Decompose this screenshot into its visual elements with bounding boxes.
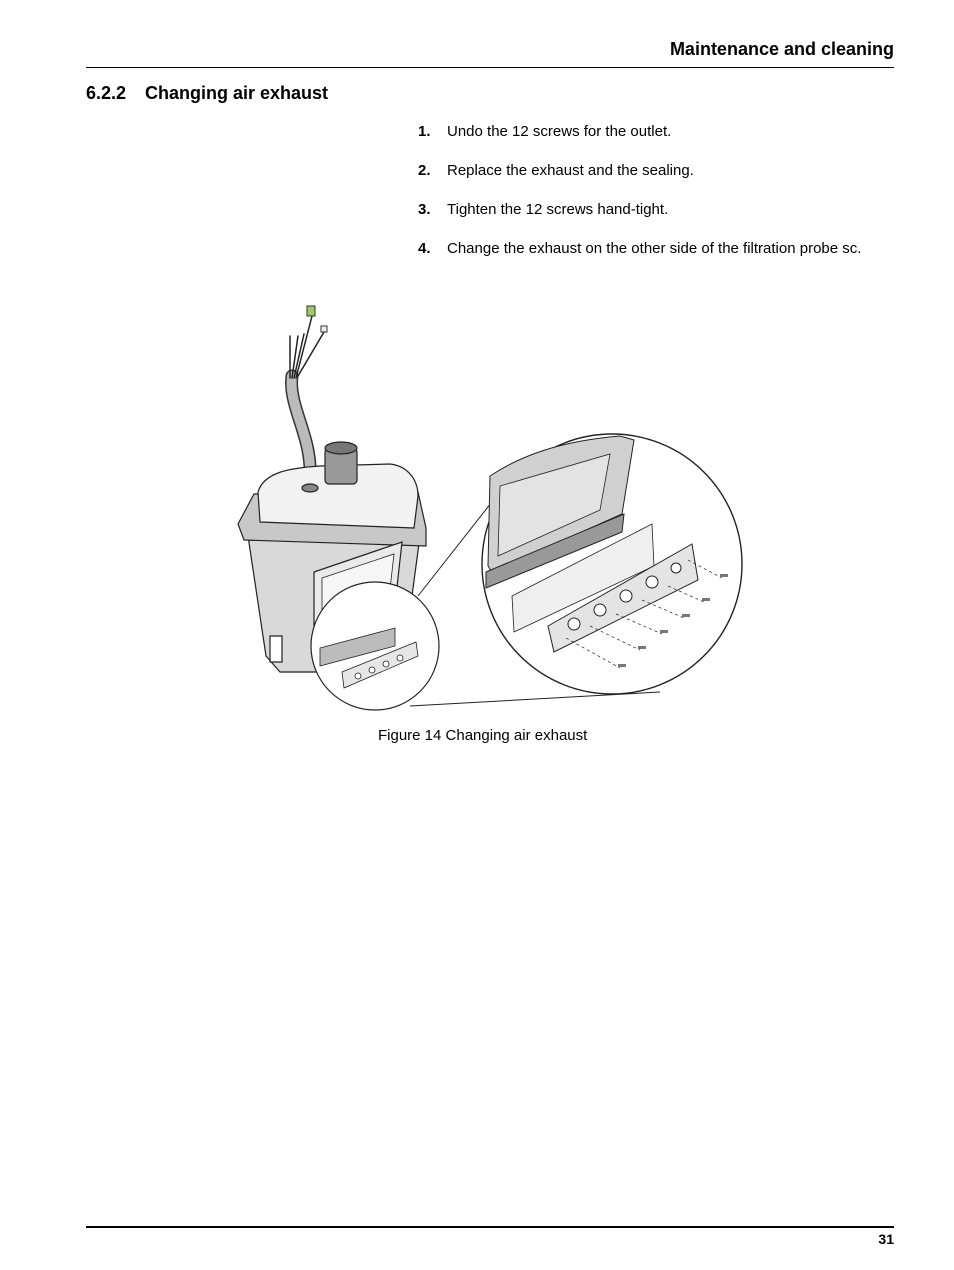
exhaust-illustration bbox=[230, 296, 750, 716]
section-number: 6.2.2 bbox=[86, 83, 127, 103]
procedure-steps bbox=[418, 122, 898, 278]
step-number: 3. bbox=[418, 201, 431, 218]
step-number: 1. bbox=[418, 123, 431, 140]
step-item bbox=[418, 161, 898, 200]
footer-divider bbox=[86, 1226, 894, 1228]
step-number: 4. bbox=[418, 240, 431, 257]
page-header-title: Maintenance and cleaning bbox=[669, 39, 894, 59]
step-text: Replace the exhaust and the sealing. bbox=[447, 162, 694, 179]
step-item bbox=[418, 239, 898, 278]
page-number: 31 bbox=[878, 1231, 894, 1247]
step-text: Tighten the 12 screws hand-tight. bbox=[447, 201, 669, 218]
step-item bbox=[418, 122, 898, 161]
header-divider bbox=[86, 67, 894, 68]
step-number: 2. bbox=[418, 162, 431, 179]
figure-caption: Figure 14 Changing air exhaust bbox=[378, 727, 588, 744]
section-title: Changing air exhaust bbox=[145, 83, 329, 103]
section-heading bbox=[86, 82, 328, 104]
step-text: Undo the 12 screws for the outlet. bbox=[447, 123, 672, 140]
step-text: Change the exhaust on the other side of the filtration probe sc. bbox=[447, 240, 862, 257]
cable-illustration bbox=[290, 306, 327, 476]
step-item bbox=[418, 200, 898, 239]
